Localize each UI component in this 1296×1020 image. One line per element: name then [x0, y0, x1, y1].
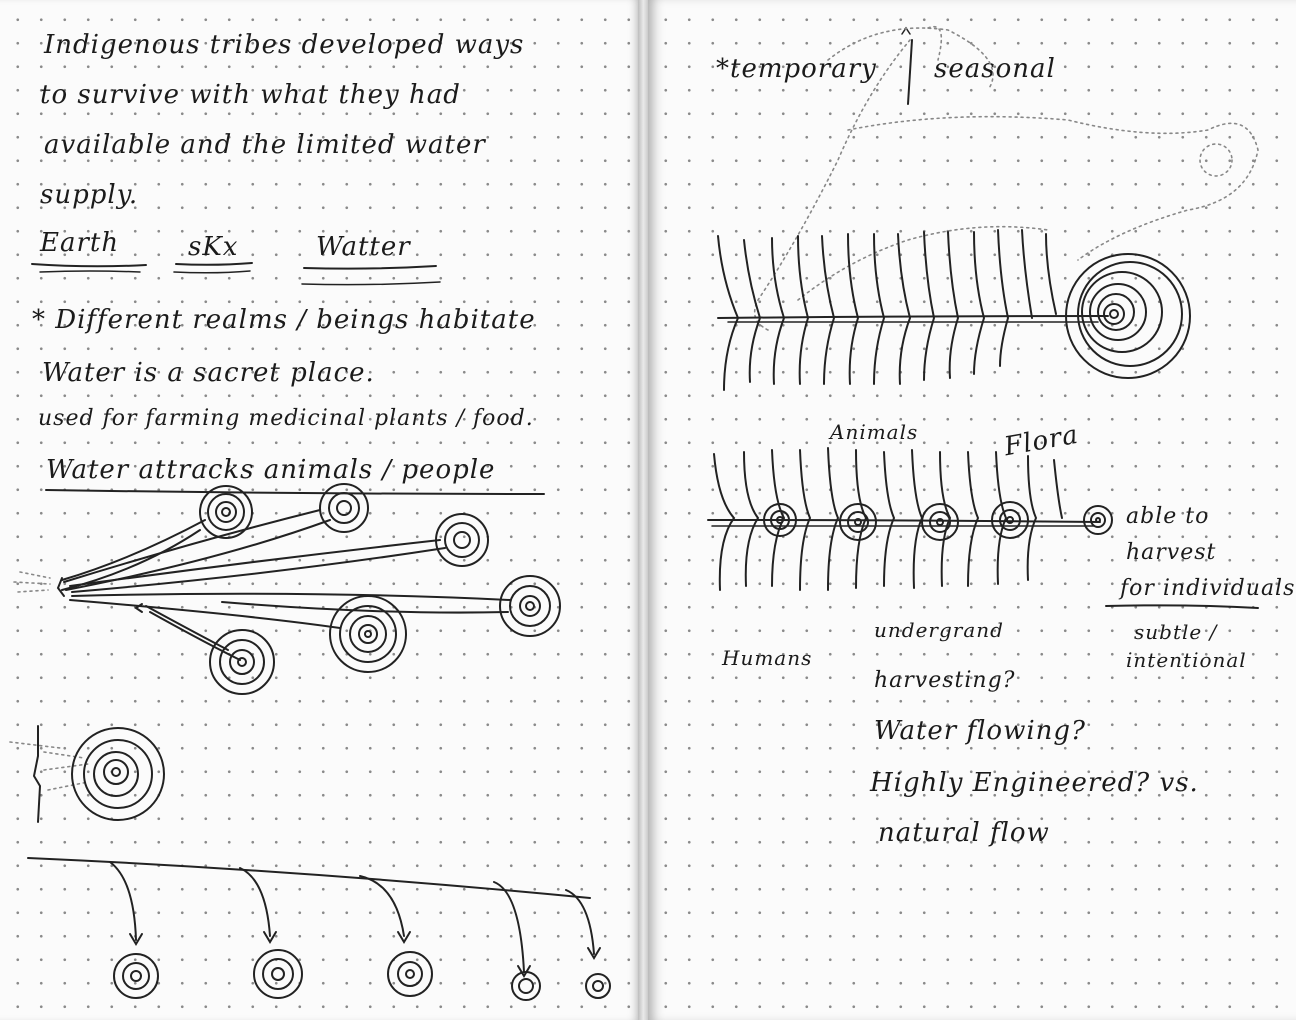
header-seasonal: seasonal [934, 54, 1056, 84]
subtle-line-1: subtle / [1134, 620, 1218, 644]
header-temporary: *temporary [716, 54, 877, 84]
note-attracts: Water attracks animals / people [46, 455, 496, 485]
intro-line-1: Indigenous tribes developed ways [44, 30, 525, 60]
question-5: natural flow [878, 818, 1050, 848]
dashed-spiral-sketch [10, 726, 164, 822]
harvest-line-2: harvest [1126, 540, 1217, 565]
note-realms: * Different realms / beings habitate [32, 305, 536, 335]
label-humans: Humans [722, 646, 813, 670]
subtle-line-2: intentional [1126, 648, 1247, 672]
question-4: Highly Engineered? vs. [870, 768, 1199, 798]
label-flora: Flora [1001, 419, 1081, 463]
question-2: harvesting? [874, 668, 1016, 693]
harvest-line-1: able to [1126, 504, 1210, 529]
intro-line-4: supply. [40, 180, 139, 210]
flora-animals-diagram [708, 448, 1258, 608]
intro-line-2: to survive with what they had [40, 80, 461, 110]
note-farming: used for farming medicinal plants / food. [38, 406, 534, 431]
realm-earth: Earth [40, 228, 120, 258]
question-3: Water flowing? [874, 716, 1086, 746]
realm-sky: sKx [188, 232, 239, 262]
canal-branch-diagram [28, 858, 610, 1000]
right-page [648, 0, 1296, 1020]
realm-water: Watter [316, 232, 411, 262]
right-sketches [648, 0, 1296, 1020]
note-sacred: Water is a sacret place. [42, 358, 375, 388]
harvest-line-3: for individuals [1120, 576, 1296, 601]
left-page [0, 0, 640, 1020]
seasonal-stream-diagram [718, 230, 1190, 390]
intro-line-3: available and the limited water [44, 130, 486, 160]
question-1: undergrand [874, 618, 1004, 642]
label-animals: Animals [830, 420, 919, 444]
spiral-flow-diagram [14, 484, 560, 694]
left-sketches [0, 0, 640, 1020]
